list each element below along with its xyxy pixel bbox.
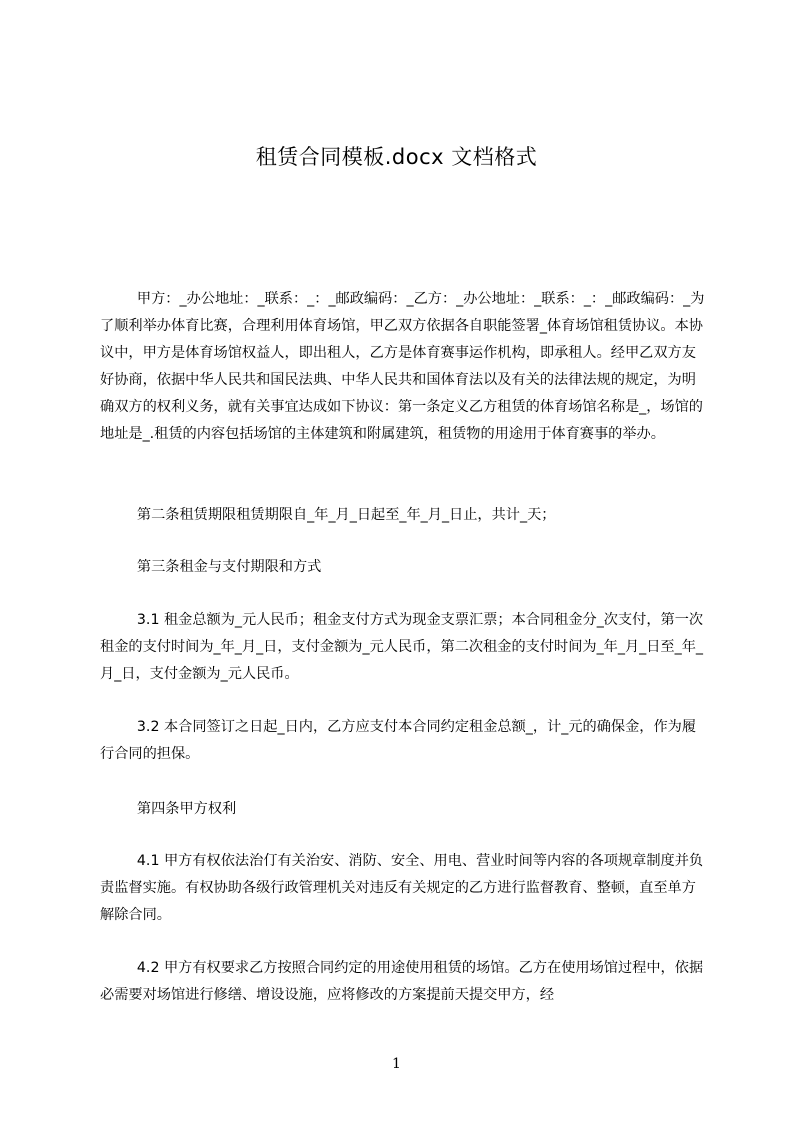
paragraph-article-3-heading: 第三条租金与支付期限和方式 bbox=[136, 559, 322, 575]
paragraph-clause-4-1: 4.1 甲方有权依法治仃有关治安、消防、安全、用电、营业时间等内容的各项规章制度并负责监督实施。有权协助各级行政管理机关对违反有关规定的乙方进行监督教育、整顿，直至单方解除合同。 bbox=[100, 853, 704, 923]
paragraph-parties-and-definitions: 甲方：_办公地址：_联系：_：_邮政编码：_乙方：_办公地址：_联系：_：_邮政编码：_为了顺利举办体育比赛，合理利用体育场馆，甲乙双方依据各自职能签署_体育场馆租赁协议。本协议中，甲方是体育场馆权益人，即出租人，乙方是体育赛事运作机构，即承租人。经甲乙双方友好协商，依据中华人民共和国民法典、中华人民共和国体育法以及有关的法律法规的规定，为明确双方的权利义务，就有关事宜达成如下协议：第一条定义乙方租赁的体育场馆名称是_，场馆的地址是_.租赁的内容包括场馆的主体建筑和附属建筑，租赁物的用途用于体育赛事的举办。 bbox=[100, 291, 705, 442]
paragraph-article-4-heading: 第四条甲方权利 bbox=[136, 801, 237, 817]
document-title: 租赁合同模板.docx 文档格式 bbox=[255, 145, 538, 169]
paragraph-clause-3-1: 3.1 租金总额为_元人民币；租金支付方式为现金支票汇票；本合同租金分_次支付，第一次租金的支付时间为_年_月_日，支付金额为_元人民币，第二次租金的支付时间为_年_月_日至_年_月_日，支付金额为_元人民币。 bbox=[100, 612, 704, 682]
paragraph-clause-4-2: 4.2 甲方有权要求乙方按照合同约定的用途使用租赁的场馆。乙方在使用场馆过程中，依据必需要对场馆进行修缮、增设设施，应将修改的方案提前天提交甲方，经 bbox=[100, 960, 704, 1003]
page-number: 1 bbox=[392, 1056, 401, 1072]
paragraph-article-2-lease-term: 第二条租赁期限租赁期限自_年_月_日起至_年_月_日止，共计_天； bbox=[136, 507, 556, 523]
paragraph-clause-3-2: 3.2 本合同签订之日起_日内，乙方应支付本合同约定租金总额_，计_元的确保金，作为履行合同的担保。 bbox=[100, 719, 697, 762]
